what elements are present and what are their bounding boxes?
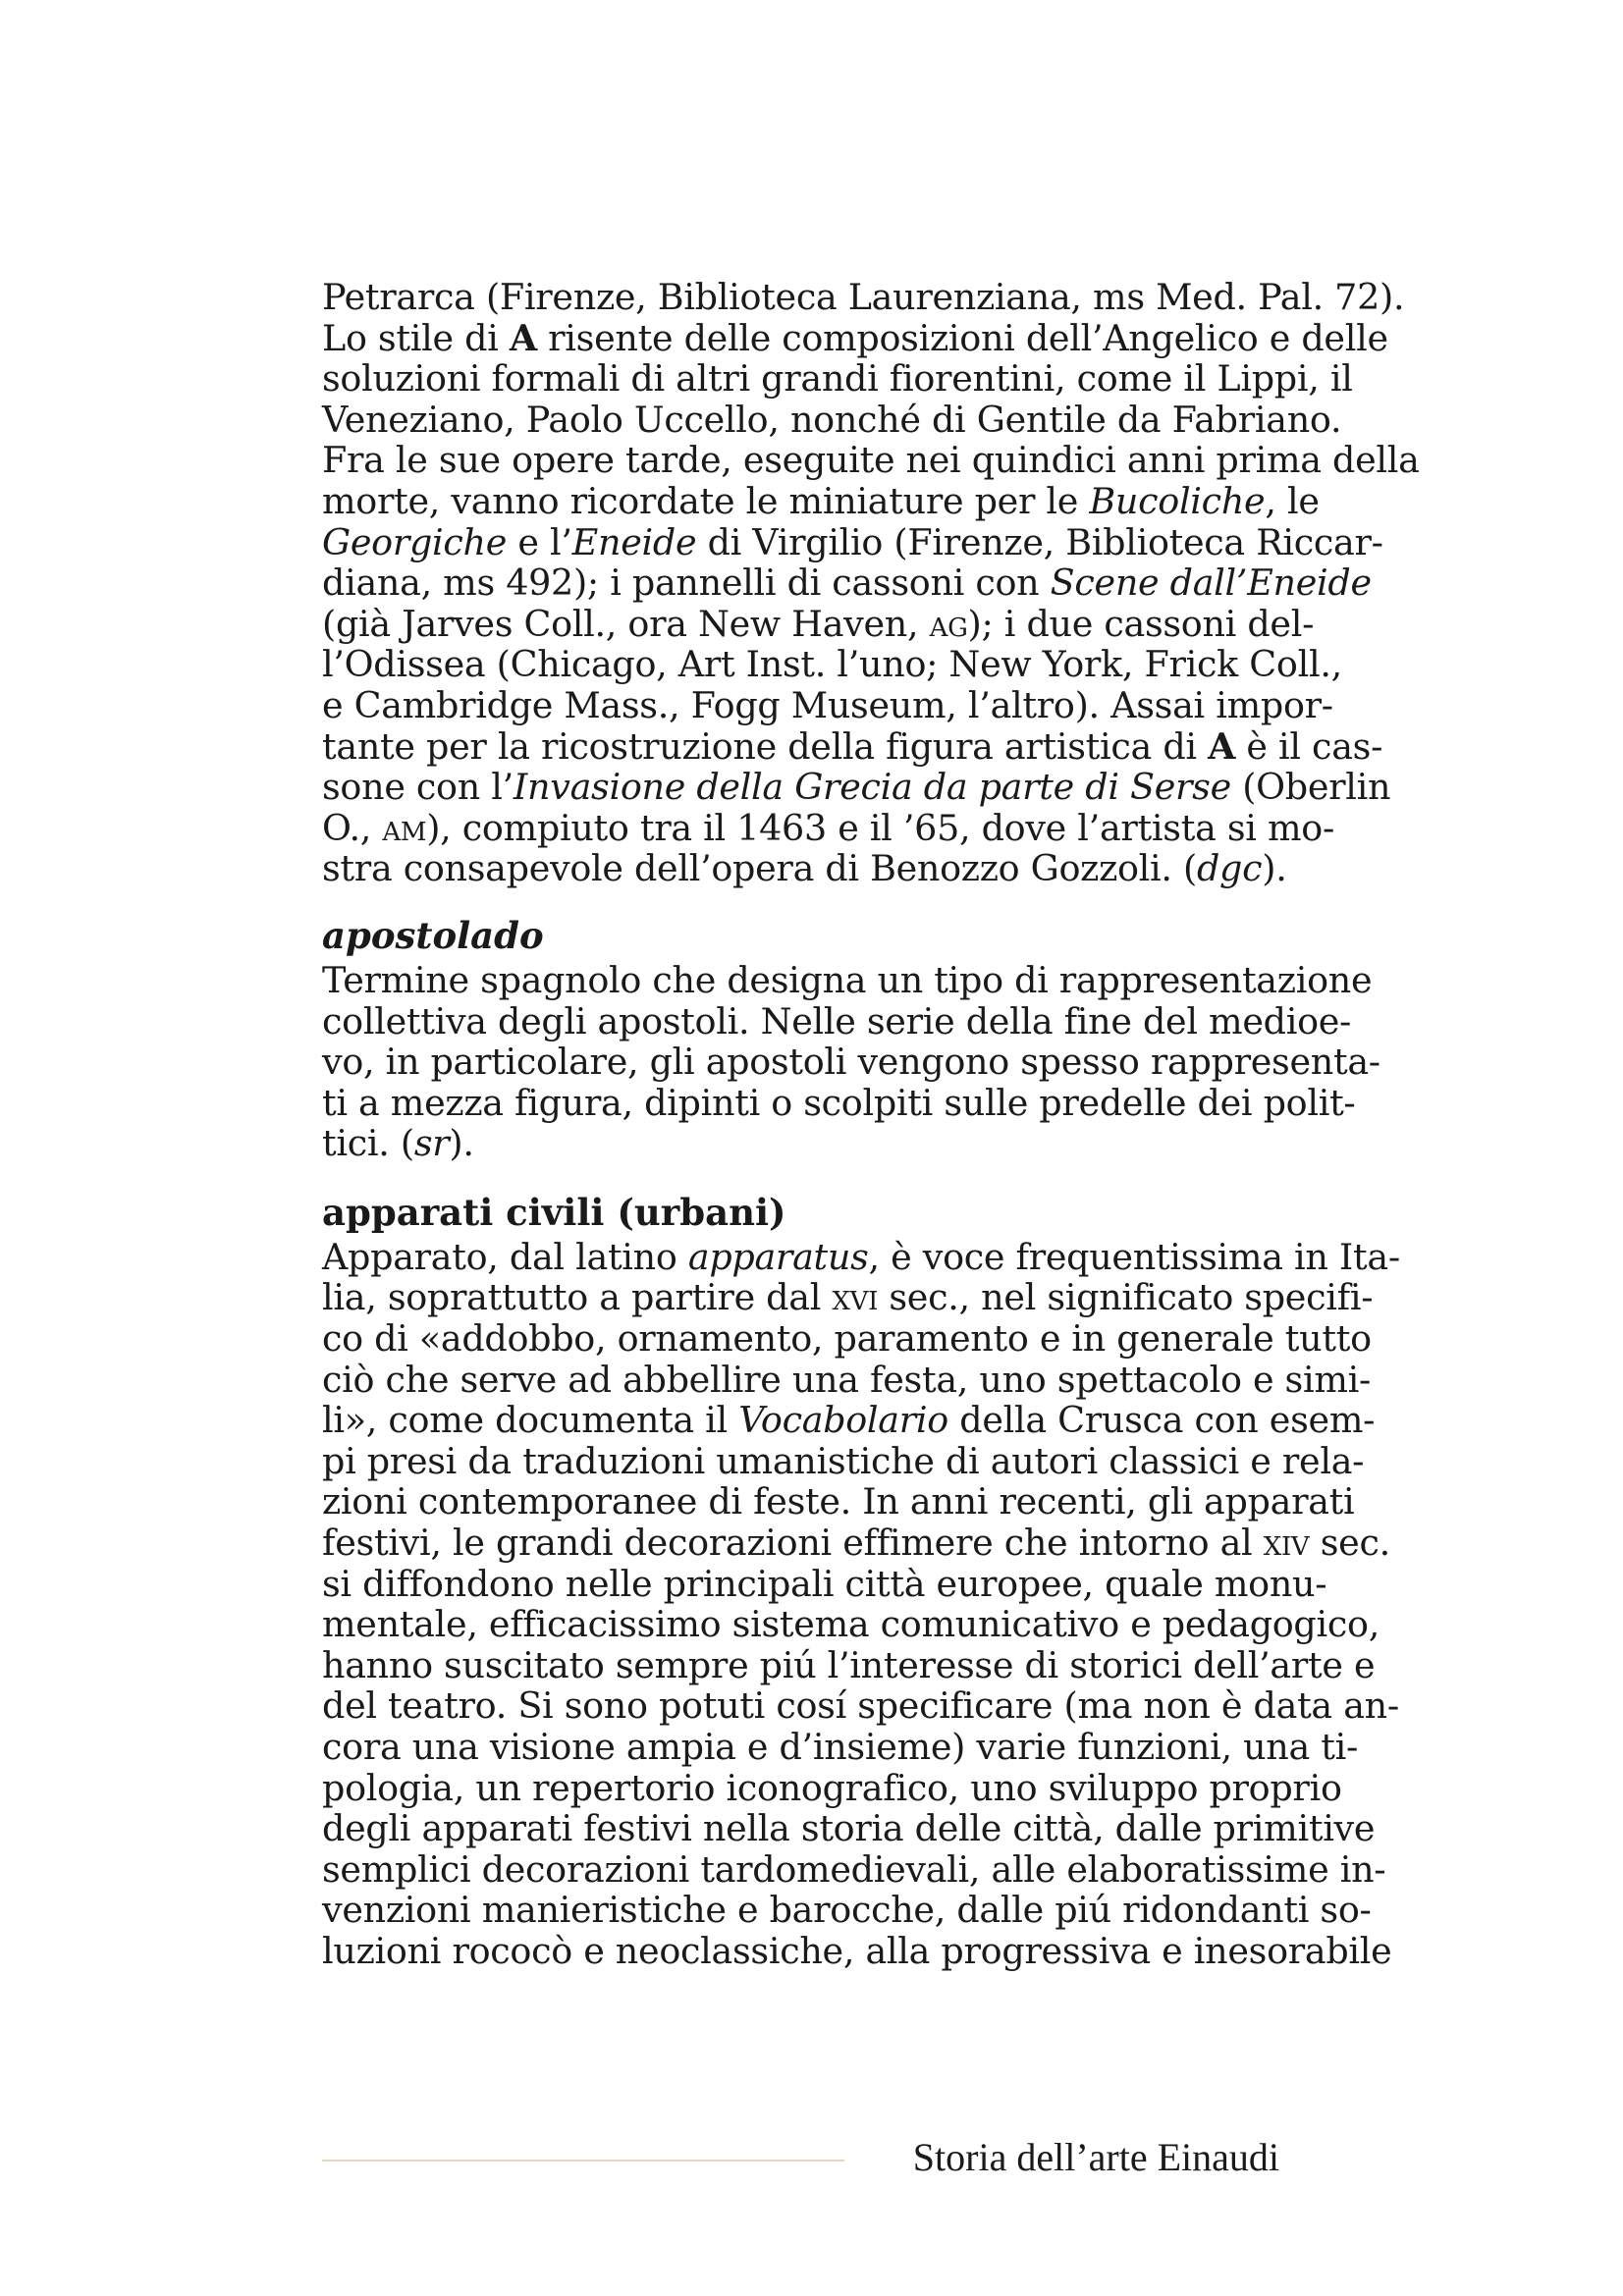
text-line bbox=[322, 1889, 1372, 1932]
text-run: cora una visione ampia e d’insieme) varie funzioni, una ti- bbox=[322, 1726, 1359, 1768]
text-run: sec., nel significato specifi- bbox=[878, 1276, 1374, 1319]
text-run: diana, ms 492); i pannelli di cassoni con bbox=[322, 561, 1051, 605]
text-run: ); i due cassoni del- bbox=[967, 602, 1315, 645]
italic-run: Bucoliche bbox=[1089, 479, 1266, 522]
text-run: Lo stile di bbox=[322, 316, 510, 359]
italic-run: Invasione della Grecia da parte di Serse bbox=[513, 766, 1231, 809]
text-run: festivi, le grandi decorazioni effimere che intorno al bbox=[322, 1522, 1264, 1565]
text-line bbox=[322, 1439, 1365, 1482]
entry-title: apostolado bbox=[322, 913, 544, 957]
entry-body bbox=[322, 958, 1380, 1165]
small-caps-run: xvi bbox=[832, 1276, 879, 1319]
text-run: ), compiuto tra il 1463 e il ’65, dove l’artista si mo- bbox=[426, 806, 1334, 849]
entry-title: apparati civili (urbani) bbox=[322, 1190, 786, 1234]
text-line bbox=[322, 316, 1388, 359]
text-line bbox=[322, 1847, 1386, 1891]
text-line bbox=[322, 520, 1383, 563]
text-line bbox=[322, 1399, 1376, 1442]
text-run: del teatro. Si sono potuti cosí specificare (ma non è data an- bbox=[322, 1684, 1399, 1728]
entries-list bbox=[322, 913, 1400, 1972]
text-line bbox=[322, 1480, 1355, 1523]
bold-run: A bbox=[1208, 724, 1236, 768]
text-run: mentale, efficacissimo sistema comunicativo e pedagogico, bbox=[322, 1603, 1380, 1646]
bold-run: A bbox=[509, 316, 537, 359]
text-run: Termine spagnolo che designa un tipo di rappresentazione bbox=[322, 958, 1373, 1001]
text-run: li», come documenta il bbox=[322, 1399, 739, 1442]
text-run: ). bbox=[1262, 847, 1287, 890]
footer-title: Storia dell’arte Einaudi bbox=[912, 2135, 1279, 2179]
text-line bbox=[322, 1081, 1356, 1124]
text-line bbox=[322, 357, 1353, 400]
text-run: ). bbox=[449, 1122, 474, 1165]
text-line bbox=[322, 1929, 1392, 1972]
intro-paragraph bbox=[322, 276, 1420, 890]
text-run: hanno suscitato sempre piú l’interesse di storici dell’arte e bbox=[322, 1643, 1376, 1686]
small-caps-run: ag bbox=[929, 602, 968, 645]
entry-body bbox=[322, 1235, 1400, 1972]
text-run: sone con l’ bbox=[322, 766, 514, 809]
dictionary-entry bbox=[322, 913, 1380, 1165]
footer-rule bbox=[322, 2160, 844, 2162]
text-line bbox=[322, 398, 1342, 441]
text-run: di Virgilio (Firenze, Biblioteca Riccar- bbox=[696, 520, 1383, 563]
text-line bbox=[322, 1562, 1327, 1605]
text-run: e l’ bbox=[507, 520, 572, 563]
text-line bbox=[322, 1041, 1380, 1084]
text-line bbox=[322, 1807, 1376, 1850]
text-run: stra consapevole dell’opera di Benozzo Gozzoli. ( bbox=[322, 847, 1197, 890]
text-line bbox=[322, 1276, 1374, 1319]
text-run: morte, vanno ricordate le miniature per le bbox=[322, 479, 1090, 522]
text-line bbox=[322, 561, 1372, 605]
text-line bbox=[322, 724, 1383, 768]
text-run: zioni contemporanee di feste. In anni recenti, gli apparati bbox=[322, 1480, 1355, 1523]
text-run: tante per la ricostruzione della figura artistica di bbox=[322, 724, 1209, 768]
italic-run: Georgiche bbox=[322, 520, 508, 563]
italic-run: Scene dall’Eneide bbox=[1050, 561, 1372, 605]
text-run: (Oberlin bbox=[1230, 766, 1391, 809]
italic-run: Vocabolario bbox=[738, 1399, 948, 1442]
text-run: Apparato, dal latino bbox=[322, 1235, 688, 1278]
text-run: Petrarca (Firenze, Biblioteca Laurenziana, ms Med. Pal. 72). bbox=[322, 276, 1405, 318]
text-run: Fra le sue opere tarde, eseguite nei quindici anni prima della bbox=[322, 439, 1420, 482]
text-run: Veneziano, Paolo Uccello, nonché di Gentile da Fabriano. bbox=[322, 398, 1342, 441]
text-line bbox=[322, 1766, 1342, 1809]
text-run: collettiva degli apostoli. Nelle serie della fine del medioe- bbox=[322, 999, 1352, 1042]
small-caps-run: am bbox=[382, 806, 427, 849]
text-line bbox=[322, 1317, 1372, 1361]
text-line bbox=[322, 683, 1333, 726]
text-line bbox=[322, 1123, 1279, 1164]
text-run: lia, soprattutto a partire dal bbox=[322, 1276, 833, 1319]
text-run: pi presi da traduzioni umanistiche di autori classici e rela- bbox=[322, 1439, 1365, 1482]
text-line bbox=[322, 439, 1420, 482]
text-line bbox=[322, 602, 1315, 645]
text-line bbox=[322, 999, 1352, 1042]
text-run: pologia, un repertorio iconografico, uno sviluppo proprio bbox=[322, 1766, 1342, 1809]
text-run: venzioni manieristiche e barocche, dalle piú ridondanti so- bbox=[322, 1889, 1372, 1932]
italic-run: sr bbox=[413, 1122, 450, 1165]
text-line bbox=[322, 766, 1391, 809]
text-run: semplici decorazioni tardomedievali, alle elaboratissime in- bbox=[322, 1847, 1386, 1891]
text-line bbox=[322, 1726, 1359, 1768]
text-run: tici. ( bbox=[322, 1122, 414, 1165]
text-line bbox=[322, 479, 1320, 522]
text-run: co di «addobbo, ornamento, paramento e in generale tutto bbox=[322, 1317, 1372, 1361]
text-line bbox=[322, 806, 1334, 849]
dictionary-entry bbox=[322, 1190, 1400, 1972]
text-run: (già Jarves Coll., ora New Haven, bbox=[322, 602, 930, 645]
text-line bbox=[322, 1643, 1376, 1686]
text-run: si diffondono nelle principali città europee, quale monu- bbox=[322, 1562, 1327, 1605]
text-run: soluzioni formali di altri grandi fiorentini, come il Lippi, il bbox=[322, 357, 1353, 400]
text-line bbox=[322, 1235, 1400, 1278]
text-run: ciò che serve ad abbellire una festa, uno spettacolo e simi- bbox=[322, 1358, 1372, 1401]
text-run: , è voce frequentissima in Ita- bbox=[868, 1235, 1400, 1278]
text-run: sec. bbox=[1309, 1522, 1390, 1565]
text-line bbox=[322, 1358, 1372, 1401]
text-run: degli apparati festivi nella storia delle città, dalle primitive bbox=[322, 1807, 1376, 1850]
text-run: ti a mezza figura, dipinti o scolpiti sulle predelle dei polit- bbox=[322, 1081, 1356, 1124]
text-line bbox=[322, 276, 1405, 318]
italic-run: apparatus bbox=[687, 1235, 869, 1278]
italic-run: dgc bbox=[1196, 847, 1263, 890]
text-run: O., bbox=[322, 806, 383, 849]
text-run: e Cambridge Mass., Fogg Museum, l’altro). Assai impor- bbox=[322, 683, 1333, 726]
text-run: risente delle composizioni dell’Angelico e delle bbox=[536, 316, 1388, 359]
text-run: , le bbox=[1265, 479, 1320, 522]
text-line bbox=[322, 1684, 1399, 1728]
text-run: luzioni rococò e neoclassiche, alla progressiva e inesorabile bbox=[322, 1929, 1392, 1972]
text-line bbox=[322, 1522, 1390, 1565]
text-run: l’Odissea (Chicago, Art Inst. l’uno; New York, Frick Coll., bbox=[322, 643, 1342, 686]
text-run: vo, in particolare, gli apostoli vengono spesso rappresenta- bbox=[322, 1041, 1380, 1084]
text-line bbox=[322, 1603, 1380, 1646]
small-caps-run: xiv bbox=[1263, 1522, 1310, 1565]
text-run: della Crusca con esem- bbox=[947, 1399, 1376, 1442]
text-line bbox=[322, 643, 1342, 686]
text-line bbox=[322, 847, 1287, 890]
text-line bbox=[322, 958, 1373, 1001]
italic-run: Eneide bbox=[571, 520, 697, 563]
text-column bbox=[322, 276, 1420, 1972]
text-run: è il cas- bbox=[1235, 724, 1383, 768]
